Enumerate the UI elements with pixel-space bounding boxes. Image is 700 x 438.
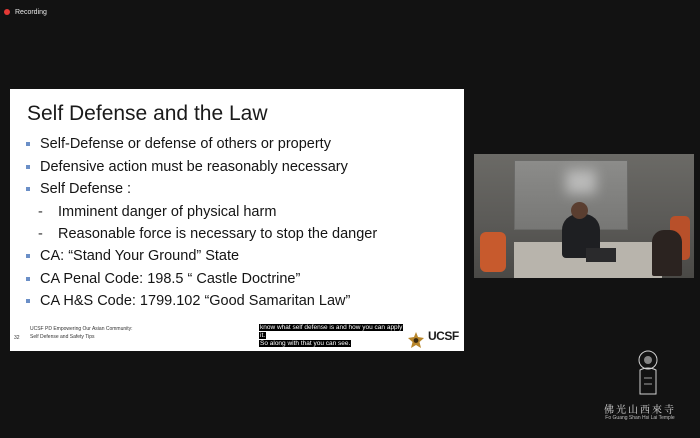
slide-bullet [26,271,300,287]
caption-line: it. [260,332,266,339]
slide-bullet [26,293,350,309]
dash-bullet-icon: - [38,204,43,220]
square-bullet-icon [26,165,30,169]
slide-sub-bullet [38,226,377,242]
chair [480,232,506,272]
temple-subtitle: Fo Guang Shan Hsi Lai Temple [605,415,675,421]
slide-bullet [26,248,239,264]
recording-dot-icon [4,9,10,15]
caption-line: know what self defense is and how you can apply [260,324,403,331]
footer-line: Self Defense and Safety Tips [30,334,95,340]
square-bullet-icon [26,299,30,303]
temple-name: 佛光山西來寺 [604,405,676,416]
temple-logo-icon [610,348,670,398]
ucsf-logo: UCSF [428,329,459,343]
speaker-head [571,202,588,219]
slide-title: Self Defense and the Law [27,102,268,125]
bullet-text: Defensive action must be reasonably necessary [40,159,348,175]
bullet-text: Self-Defense or defense of others or property [40,136,331,152]
square-bullet-icon [26,187,30,191]
bullet-text: CA Penal Code: 198.5 “ Castle Doctrine” [40,271,301,287]
recording-indicator [4,6,47,18]
live-caption [259,324,441,348]
laptop [586,248,616,262]
bullet-text: Imminent danger of physical harm [58,204,277,220]
bullet-text: Reasonable force is necessary to stop the danger [58,226,378,242]
square-bullet-icon [26,142,30,146]
bullet-text: CA: “Stand Your Ground” State [40,248,240,264]
attendee-figure [652,230,682,276]
slide-bullet [26,136,331,152]
caption-line: So along with that you can see. [260,340,351,347]
slide-footer [30,325,133,341]
temple-watermark [604,348,676,430]
square-bullet-icon [26,254,30,258]
footer-line: UCSF PD Empowering Our Asian Community: [30,326,133,332]
shared-slide [10,89,464,351]
square-bullet-icon [26,277,30,281]
bullet-text: Self Defense : [40,181,132,197]
slide-bullet [26,159,348,175]
participant-video[interactable] [474,154,694,278]
slide-bullet [26,181,131,197]
recording-label: Recording [15,8,47,16]
slide-sub-bullet [38,204,276,220]
dash-bullet-icon: - [38,226,43,242]
screen-glow [566,170,596,194]
slide-page-number: 32 [14,335,20,341]
bullet-text: CA H&S Code: 1799.102 “Good Samaritan Law” [40,293,351,309]
